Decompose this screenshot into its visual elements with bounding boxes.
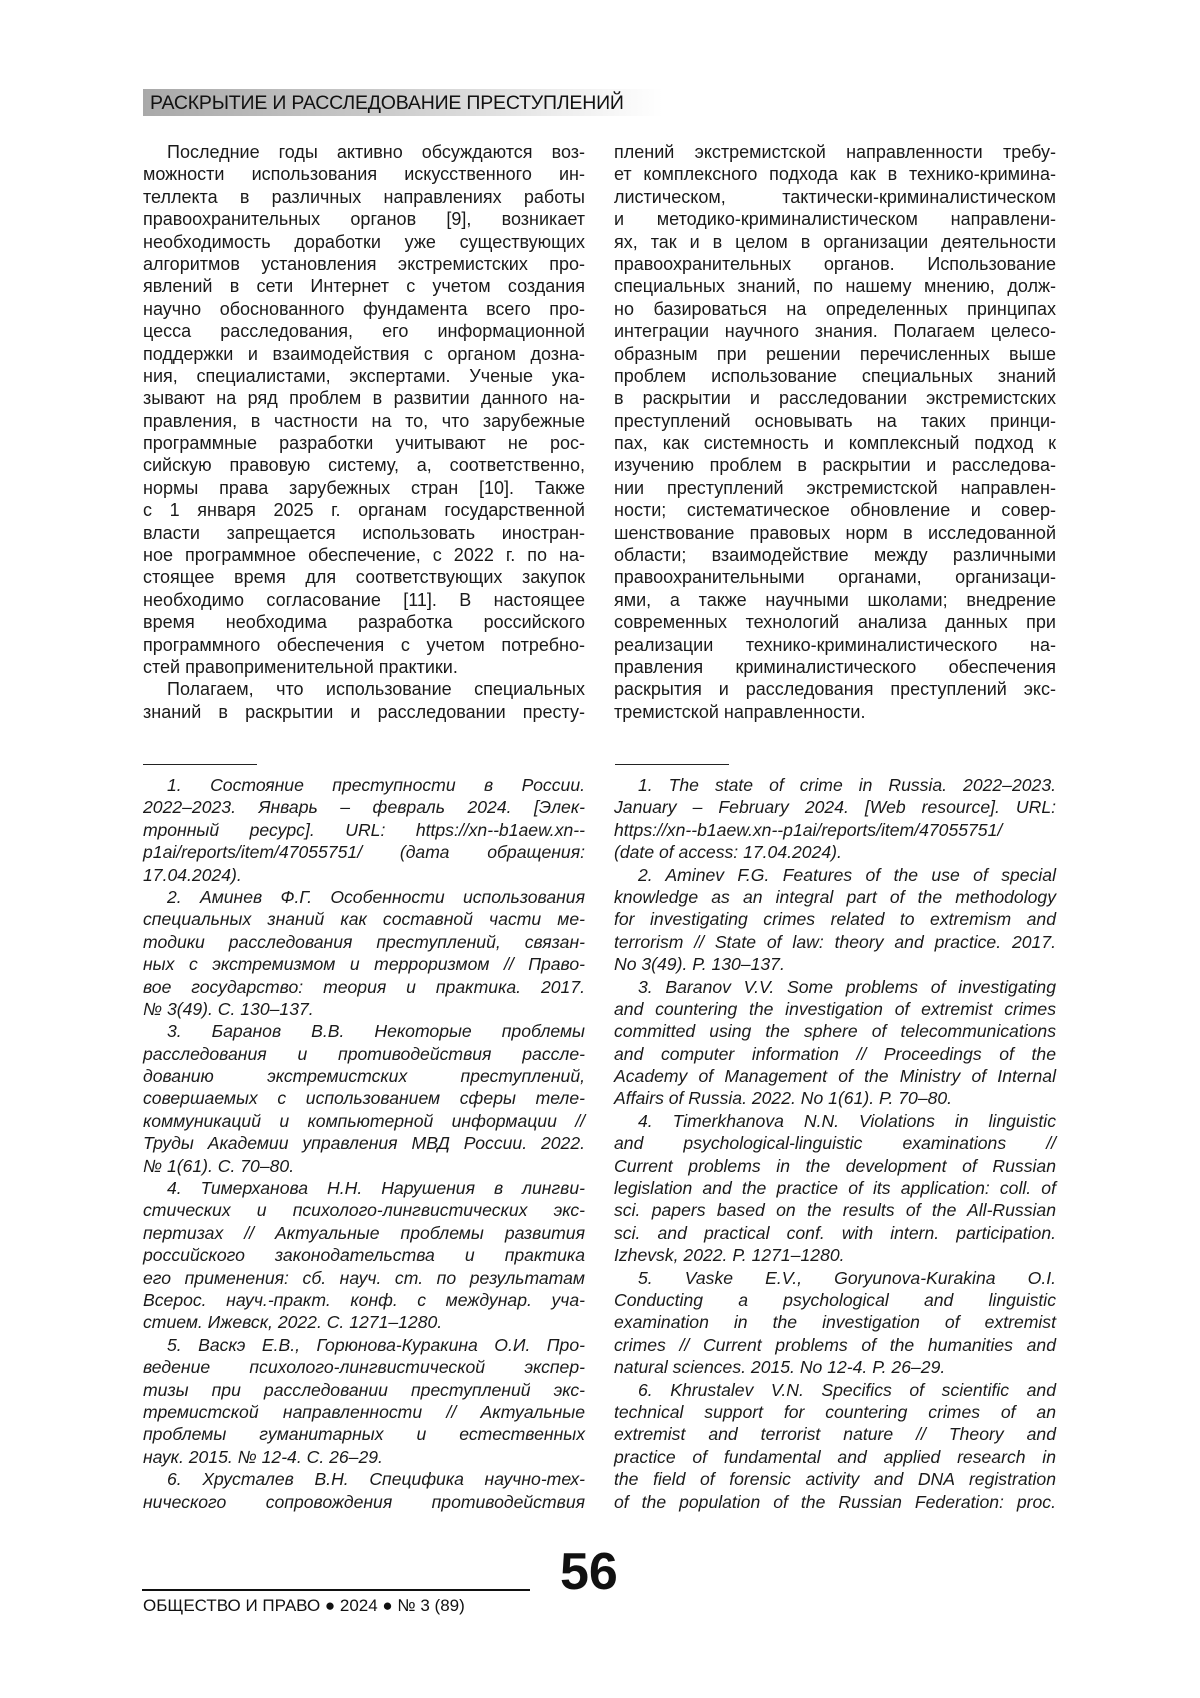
text-line: 1. Состояние преступности в России. (143, 774, 585, 796)
text-line: необходимость доработки уже существующих (143, 231, 585, 253)
text-line: листическом, тактически-криминалистическом (614, 186, 1056, 208)
text-line: раскрытия и расследования преступлений экс- (614, 678, 1056, 700)
text-line: пах, как системность и комплексный подход к (614, 432, 1056, 454)
reference-entry (143, 1468, 585, 1513)
text-line: современных технологий анализа данных при (614, 611, 1056, 633)
text-line: научно обоснованного фундамента всего про- (143, 298, 585, 320)
footnote-divider-left (143, 764, 257, 765)
text-line: коммуникаций и компьютерной информации // (143, 1110, 585, 1132)
text-line: с 1 января 2025 г. органам государственной (143, 499, 585, 521)
text-line: проблем использование специальных знаний (614, 365, 1056, 387)
text-line: 5. Васкэ Е.В., Горюнова-Куракина О.И. Про- (143, 1334, 585, 1356)
text-line: стоящее время для соответствующих закупок (143, 566, 585, 588)
text-line: его применения: сб. науч. ст. по результатам (143, 1267, 585, 1289)
text-line: сийскую правовую систему, а, соответственно, (143, 454, 585, 476)
text-line: 2. Аминев Ф.Г. Особенности использования (143, 886, 585, 908)
text-line: the field of forensic activity and DNA registration (614, 1468, 1056, 1490)
paragraph (143, 678, 585, 723)
text-line: явлений в сети Интернет с учетом создания (143, 275, 585, 297)
text-line: Последние годы активно обсуждаются воз- (143, 141, 585, 163)
text-line: шенствование правовых норм в исследованной (614, 522, 1056, 544)
journal-info: ОБЩЕСТВО И ПРАВО ● 2024 ● № 3 (89) (143, 1596, 465, 1616)
text-line: Полагаем, что использование специальных (143, 678, 585, 700)
reference-entry (614, 1110, 1056, 1267)
text-line: дованию экстремистских преступлений, (143, 1065, 585, 1087)
text-line: extremist and terrorist nature // Theory and (614, 1423, 1056, 1445)
text-line: в раскрытии и расследовании экстремистских (614, 387, 1056, 409)
footnote-divider-right (615, 764, 729, 765)
text-line: practice of fundamental and applied research in (614, 1446, 1056, 1468)
text-line: время необходима разработка российского (143, 611, 585, 633)
text-line: January – February 2024. [Web resource]. URL: (614, 796, 1056, 818)
text-line: Academy of Management of the Ministry of Internal (614, 1065, 1056, 1087)
text-line: 2022–2023. Январь – февраль 2024. [Элек- (143, 796, 585, 818)
text-line: интеграции научного знания. Полагаем целесо- (614, 320, 1056, 342)
text-line: 4. Timerkhanova N.N. Violations in linguistic (614, 1110, 1056, 1132)
text-line: зывают на ряд проблем в развитии данного на- (143, 387, 585, 409)
body-column-right (614, 141, 1056, 723)
text-line: тизы при расследовании преступлений экс- (143, 1379, 585, 1401)
text-line: knowledge as an integral part of the methodology (614, 886, 1056, 908)
text-line: стей правоприменительной практики. (143, 656, 585, 678)
text-line: и методико-криминалистическом направлени- (614, 208, 1056, 230)
reference-entry (614, 864, 1056, 976)
reference-entry (143, 886, 585, 1020)
text-line: правоохранительных органов [9], возникает (143, 208, 585, 230)
footer-divider (142, 1589, 530, 1591)
text-line: алгоритмов установления экстремистских про- (143, 253, 585, 275)
text-line: специальных знаний, по нашему мнению, долж- (614, 275, 1056, 297)
text-line: of the population of the Russian Federation: proc. (614, 1491, 1056, 1513)
reference-entry (143, 774, 585, 886)
text-line: тронный ресурс]. URL: https://xn--b1aew.xn-- (143, 819, 585, 841)
text-line: тремистской направленности // Актуальные (143, 1401, 585, 1423)
text-line: 2. Aminev F.G. Features of the use of special (614, 864, 1056, 886)
text-line: https://xn--b1aew.xn--p1ai/reports/item/47055751/ (614, 819, 1056, 841)
text-line: нического сопровождения противодействия (143, 1491, 585, 1513)
reference-entry (143, 1177, 585, 1334)
text-line: расследования и противодействия рассле- (143, 1043, 585, 1065)
text-line: legislation and the practice of its application: coll. of (614, 1177, 1056, 1199)
text-line: for investigating crimes related to extremism and (614, 908, 1056, 930)
text-line: terrorism // State of law: theory and practice. 2017. (614, 931, 1056, 953)
text-line: Affairs of Russia. 2022. No 1(61). P. 70–80. (614, 1087, 1056, 1109)
text-line: examination in the investigation of extremist (614, 1311, 1056, 1333)
text-line: необходимо согласование [11]. В настоящее (143, 589, 585, 611)
text-line: стических и психолого-лингвистических экс- (143, 1199, 585, 1221)
text-line: 1. The state of crime in Russia. 2022–2023. (614, 774, 1056, 796)
text-line: образным при решении перечисленных выше (614, 343, 1056, 365)
text-line: № 3(49). С. 130–137. (143, 998, 585, 1020)
references-russian (143, 774, 585, 1513)
text-line: но базироваться на определенных принципах (614, 298, 1056, 320)
text-line: 6. Хрусталев В.Н. Специфика научно-тех- (143, 1468, 585, 1490)
text-line: ведение психолого-лингвистической экспер- (143, 1356, 585, 1378)
text-line: technical support for countering crimes of an (614, 1401, 1056, 1423)
text-line: and computer information // Proceedings of the (614, 1043, 1056, 1065)
text-line: власти запрещается использовать иностран- (143, 522, 585, 544)
text-line: цесса расследования, его информационной (143, 320, 585, 342)
text-line: правления, в частности на то, что зарубежные (143, 410, 585, 432)
text-line: Current problems in the development of Russian (614, 1155, 1056, 1177)
text-line: нормы права зарубежных стран [10]. Также (143, 477, 585, 499)
text-line: российского законодательства и практика (143, 1244, 585, 1266)
text-line: тодики расследования преступлений, связан- (143, 931, 585, 953)
text-line: преступлений основывать на таких принци- (614, 410, 1056, 432)
page-number: 56 (560, 1546, 618, 1598)
text-line: плений экстремистской направленности требу- (614, 141, 1056, 163)
text-line: ния, специалистами, экспертами. Ученые ука- (143, 365, 585, 387)
text-line: ях, так и в целом в организации деятельности (614, 231, 1056, 253)
text-line: 4. Тимерханова Н.Н. Нарушения в лингви- (143, 1177, 585, 1199)
text-line: (date of access: 17.04.2024). (614, 841, 1056, 863)
text-line: 17.04.2024). (143, 864, 585, 886)
text-line: стием. Ижевск, 2022. С. 1271–1280. (143, 1311, 585, 1333)
text-line: committed using the sphere of telecommunications (614, 1020, 1056, 1042)
text-line: crimes // Current problems of the humanities and (614, 1334, 1056, 1356)
text-line: совершаемых с использованием сферы теле- (143, 1087, 585, 1109)
text-line: программного обеспечения с учетом потребно- (143, 634, 585, 656)
reference-entry (614, 1267, 1056, 1379)
text-line: ное программное обеспечение, с 2022 г. по на- (143, 544, 585, 566)
text-line: and countering the investigation of extremist crimes (614, 998, 1056, 1020)
text-line: изучению проблем в раскрытии и расследова- (614, 454, 1056, 476)
text-line: ности; систематическое обновление и совер- (614, 499, 1056, 521)
text-line: пертизах // Актуальные проблемы развития (143, 1222, 585, 1244)
text-line: специальных знаний как составной части ме- (143, 908, 585, 930)
text-line: проблемы гуманитарных и естественных (143, 1423, 585, 1445)
text-line: реализации технико-криминалистического на- (614, 634, 1056, 656)
text-line: правления криминалистического обеспечения (614, 656, 1056, 678)
text-line: natural sciences. 2015. No 12-4. P. 26–29. (614, 1356, 1056, 1378)
text-line: Всерос. науч.-практ. конф. с междунар. уча- (143, 1289, 585, 1311)
text-line: and psychological-linguistic examinations // (614, 1132, 1056, 1154)
text-line: теллекта в различных направлениях работы (143, 186, 585, 208)
text-line: поддержки и взаимодействия с органом дозна- (143, 343, 585, 365)
text-line: нии преступлений экстремистской направлен- (614, 477, 1056, 499)
reference-entry (143, 1020, 585, 1177)
text-line: правоохранительных органов. Использование (614, 253, 1056, 275)
text-line: правоохранительными органами, организаци- (614, 566, 1056, 588)
paragraph (143, 141, 585, 678)
text-line: № 1(61). С. 70–80. (143, 1155, 585, 1177)
reference-entry (143, 1334, 585, 1468)
text-line: sci. and practical conf. with intern. participation. (614, 1222, 1056, 1244)
text-line: Труды Академии управления МВД России. 2022. (143, 1132, 585, 1154)
section-title: РАСКРЫТИЕ И РАССЛЕДОВАНИЕ ПРЕСТУПЛЕНИЙ (150, 89, 624, 116)
text-line: 3. Баранов В.В. Некоторые проблемы (143, 1020, 585, 1042)
reference-entry (614, 774, 1056, 864)
text-line: ных с экстремизмом и терроризмом // Право- (143, 953, 585, 975)
text-line: Izhevsk, 2022. P. 1271–1280. (614, 1244, 1056, 1266)
text-line: sci. papers based on the results of the All-Russian (614, 1199, 1056, 1221)
text-line: Conducting a psychological and linguistic (614, 1289, 1056, 1311)
text-line: тремистской направленности. (614, 701, 1056, 723)
text-line: знаний в раскрытии и расследовании престу- (143, 701, 585, 723)
text-line: ями, а также научными школами; внедрение (614, 589, 1056, 611)
text-line: можности использования искусственного ин- (143, 163, 585, 185)
text-line: 5. Vaske E.V., Goryunova-Kurakina O.I. (614, 1267, 1056, 1289)
reference-entry (614, 1379, 1056, 1513)
text-line: No 3(49). P. 130–137. (614, 953, 1056, 975)
text-line: программные разработки учитывают не рос- (143, 432, 585, 454)
body-column-left (143, 141, 585, 723)
reference-entry (614, 976, 1056, 1110)
text-line: ет комплексного подхода как в технико-кримина- (614, 163, 1056, 185)
text-line: 6. Khrustalev V.N. Specifics of scientific and (614, 1379, 1056, 1401)
text-line: наук. 2015. № 12-4. С. 26–29. (143, 1446, 585, 1468)
paragraph (614, 141, 1056, 723)
text-line: области; взаимодействие между различными (614, 544, 1056, 566)
text-line: вое государство: теория и практика. 2017. (143, 976, 585, 998)
references-english (614, 774, 1056, 1513)
text-line: 3. Baranov V.V. Some problems of investigating (614, 976, 1056, 998)
text-line: p1ai/reports/item/47055751/ (дата обращения: (143, 841, 585, 863)
